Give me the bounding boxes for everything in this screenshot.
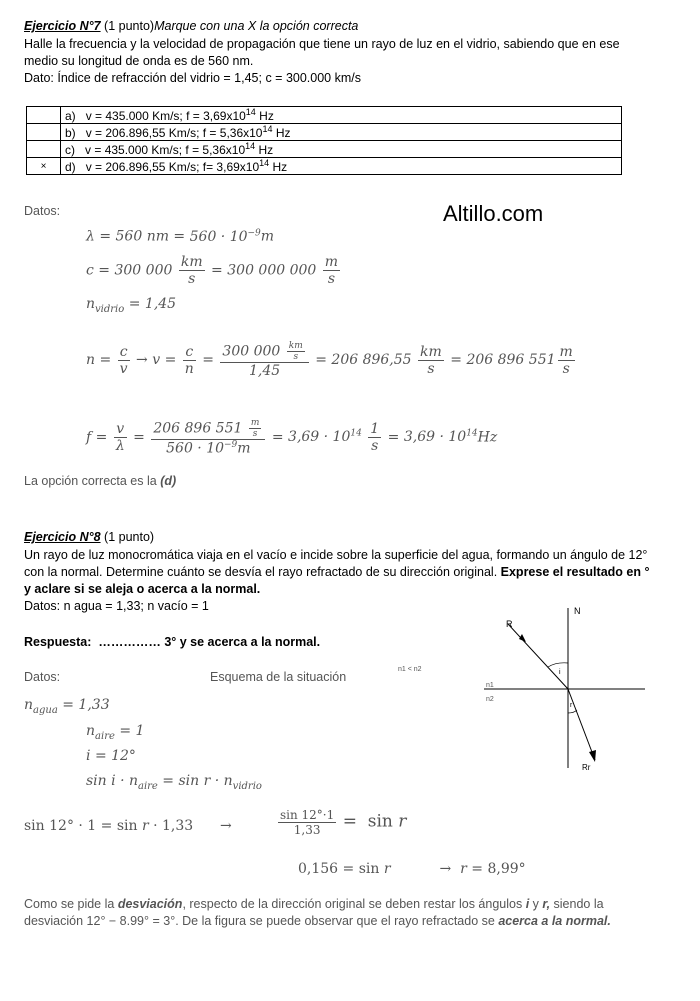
refracted-ray	[568, 689, 595, 760]
option-mark[interactable]	[27, 141, 61, 158]
ex8-points: (1 punto)	[100, 530, 155, 544]
incident-ray	[508, 624, 568, 689]
arrow-1: →	[220, 818, 232, 834]
option-mark[interactable]: ×	[27, 158, 61, 175]
ex7-points: (1 punto)	[100, 19, 155, 33]
option-row[interactable]	[27, 124, 622, 141]
formula-snell: $\sin i \cdot n_{aire} = \sin r \cdot n_{vidrio}$	[86, 773, 262, 792]
normal-label: N	[574, 606, 581, 616]
ex7-instruction: Marque con una X la opción correcta	[154, 19, 359, 33]
option-text: a) v = 435.000 Km/s; $f = 3,69x10^{14}$ Hz	[61, 107, 622, 124]
refracted-ray-label: Rr	[582, 763, 591, 772]
n2-label: n2	[486, 696, 494, 703]
formula-frequency: f = $\frac{v}{\lambda}$ = 206 896 551 $\frac{m}{s}$ $560 \cdot 10^{-9}m$ = $3,69 \cdot 10^{14}$ $\frac{1}{s}$ = $3,69 \cdot 10^{14}Hz$	[86, 418, 498, 457]
ex7-statement-1: Halle la frecuencia y la velocidad de propagación que tiene un rayo de luz en el vidrio, sabiendo que en ese	[24, 37, 620, 51]
option-row[interactable]	[27, 141, 622, 158]
formula-c: c = 300 000 $\frac{km}{s}$ = 300 000 000 $\frac{m}{s}$	[86, 254, 339, 287]
ex8-respuesta: Respuesta: …………… 3° y se acerca a la normal.	[24, 635, 321, 649]
option-row[interactable]	[27, 158, 622, 175]
ex8-statement-1: Un rayo de luz monocromática viaja en el vacío e incide sobre la superficie del agua, formando un ángulo de 12°	[24, 548, 648, 562]
refraction-diagram	[380, 600, 680, 780]
ex7-answer-value: (d)	[160, 474, 177, 488]
n1-n2-comparison: n1 < n2	[398, 666, 422, 673]
ex8-datos-label: Datos:	[24, 670, 61, 684]
ex7-answer: La opción correcta es la (d)	[24, 474, 177, 488]
ex8-header	[24, 529, 154, 546]
ex8-statement-3: y aclare si se aleja o acerca a la normal.	[24, 582, 261, 596]
formula-i: i = 12°	[86, 748, 136, 764]
option-text: c) v = 435.000 Km/s; $f = 5,36x10^{14}$ Hz	[61, 141, 622, 158]
formula-nagua: $n_{agua} = 1,33$	[24, 697, 110, 716]
ex7-header	[24, 18, 694, 35]
angle-i-label: i	[559, 669, 561, 676]
formula-result: 0,156 = sin r → r = 8,99°	[298, 861, 526, 877]
option-mark[interactable]	[27, 124, 61, 141]
ex7-statement-2: medio su longitud de onda es de 560 nm.	[24, 54, 254, 68]
formula-snell-numeric: sin 12° · 1 = sin r · 1,33	[24, 818, 194, 834]
option-text: d) v = 206.896,55 Km/s; $f= 3,69x10^{14}$ Hz	[61, 158, 622, 175]
formula-nvidrio: $n_{vidrio} = 1,45$	[86, 296, 177, 315]
option-text: b) v = 206.896,55 Km/s; $f = 5,36x10^{14}$ Hz	[61, 124, 622, 141]
ex8-conclusion-2: desviación 12° − 8.99° = 3°. De la figura se puede observar que el rayo refractado se acerca a la normal.	[24, 914, 611, 928]
formula-lambda: λ = 560 nm = $560 \cdot 10^{-9}m$	[86, 228, 275, 245]
refracted-arrow-icon	[589, 750, 596, 762]
ex8-esquema-label: Esquema de la situación	[210, 670, 347, 684]
incident-ray-label: R	[506, 619, 513, 629]
watermark-logo: Altillo.com	[443, 201, 544, 226]
ex7-datos-label: Datos:	[24, 204, 61, 218]
option-row[interactable]	[27, 107, 622, 124]
ex8-conclusion-1: Como se pide la desviación, respecto de la dirección original se deben restar los ángulos i y r, siendo la	[24, 897, 604, 911]
formula-velocity: n = $\frac{c}{v}$ → v = $\frac{c}{n}$ = 300 000 $\frac{km}{s}$ 1,45 = 206 896,55 $\frac{km}{s}$ = 206 896 551 $\frac{m}{s}$	[86, 341, 573, 379]
angle-i-arc	[548, 663, 568, 667]
n1-label: n1	[486, 682, 494, 689]
ex7-title: Ejercicio N°7	[24, 19, 101, 33]
ex7-options-table	[26, 106, 622, 175]
angle-r-label: r	[570, 702, 573, 709]
ex8-statement-4: Datos: n agua = 1,33; n vacío = 1	[24, 599, 209, 613]
formula-sinr: $\frac{\sin 12^\circ\cdot 1}{1,33}$ = sin r	[280, 808, 407, 837]
ex8-title: Ejercicio N°8	[24, 530, 101, 544]
ex7-statement-3: Dato: Índice de refracción del vidrio = 1,45; c = 300.000 km/s	[24, 71, 361, 85]
formula-naire: $n_{aire} = 1$	[86, 723, 145, 742]
option-mark[interactable]	[27, 107, 61, 124]
ex8-statement-2: con la normal. Determine cuánto se desvía el rayo refractado de su dirección original. Exprese el resultado en °	[24, 565, 650, 579]
incident-arrow-icon	[519, 634, 526, 642]
